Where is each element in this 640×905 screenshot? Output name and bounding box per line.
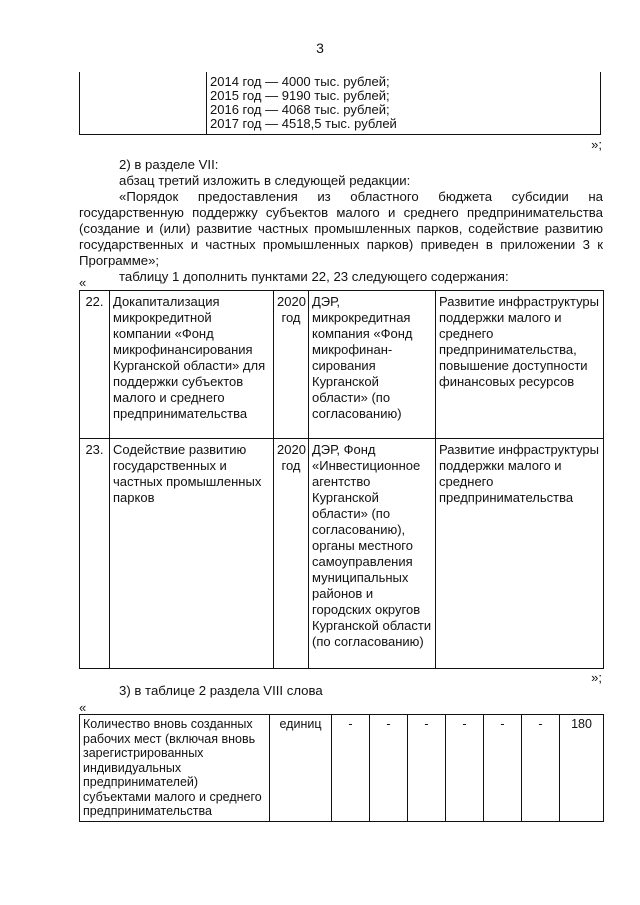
value-cell: - [408,715,446,822]
table-row [80,439,604,669]
instruction-line: абзац третий изложить в следующей редакции: [119,173,411,188]
table-1-additions [79,290,604,669]
year-cell: 2020 год [274,291,309,439]
year-cell: 2020 год [274,439,309,669]
page-number: 3 [316,40,324,56]
funding-line: 2016 год — 4068 тыс. рублей; [210,102,390,117]
executor-cell: ДЭР, микрокредитная компания «Фонд микрофинан-сирования Курганской области» (по согласованию) [309,291,436,439]
measure-cell: Докапитализация микрокредитной компании «Фонд микрофинансирования Курганской области» для поддержки субъектов малого и среднего предпринимательства [110,291,274,439]
item-heading: 2) в разделе VII: [119,157,219,172]
item-heading: 3) в таблице 2 раздела VIII слова [119,683,323,698]
funding-line: 2014 год — 4000 тыс. рублей; [210,74,390,89]
opening-quote: « [79,700,87,715]
funding-line: 2017 год — 4518,5 тыс. рублей [210,116,397,131]
funding-line: 2015 год — 9190 тыс. рублей; [210,88,390,103]
table-2-fragment [79,714,604,822]
unit-cell: единиц [270,715,332,822]
result-cell: Развитие инфраструктуры поддержки малого и среднего предпринимательства, повышение доступности финансовых ресурсов [436,291,604,439]
value-cell: - [484,715,522,822]
closing-quote: »; [591,670,602,685]
measure-cell: Содействие развитию государственных и частных промышленных парков [110,439,274,669]
value-cell: 180 [560,715,604,822]
indicator-cell: Количество вновь созданных рабочих мест (включая вновь зарегистрированных индивидуальных предпринимателей) субъектами малого и среднего предпринимательства [80,715,270,822]
table-row [80,291,604,439]
value-cell: - [332,715,370,822]
row-number: 23. [80,439,110,669]
value-cell: - [446,715,484,822]
table-divider [206,72,207,134]
closing-quote: »; [591,137,602,152]
funding-table-fragment [79,72,601,135]
executor-cell: ДЭР, Фонд «Инвестиционное агентство Курганской области» (по согласованию), органы местного самоуправления муниципальных районов и городских округов Курганской области (по согласованию) [309,439,436,669]
opening-quote: « [79,275,87,290]
table-intro-line: таблицу 1 дополнить пунктами 22, 23 следующего содержания: [119,269,509,284]
quoted-paragraph: «Порядок предоставления из областного бюджета субсидии на государственную поддержку субъектов малого и среднего предпринимательства (создание и (или) развитие частных промышленных парков, содействие развитию государственных и частных промышленных парков) приведен в приложении 3 к Программе»; [79,189,603,268]
row-number: 22. [80,291,110,439]
funding-lines [210,75,397,131]
value-cell: - [522,715,560,822]
result-cell: Развитие инфраструктуры поддержки малого и среднего предпринимательства [436,439,604,669]
section-viii-amendment [79,683,603,699]
section-vii-amendment [79,157,603,285]
value-cell: - [370,715,408,822]
table-row [80,715,604,822]
